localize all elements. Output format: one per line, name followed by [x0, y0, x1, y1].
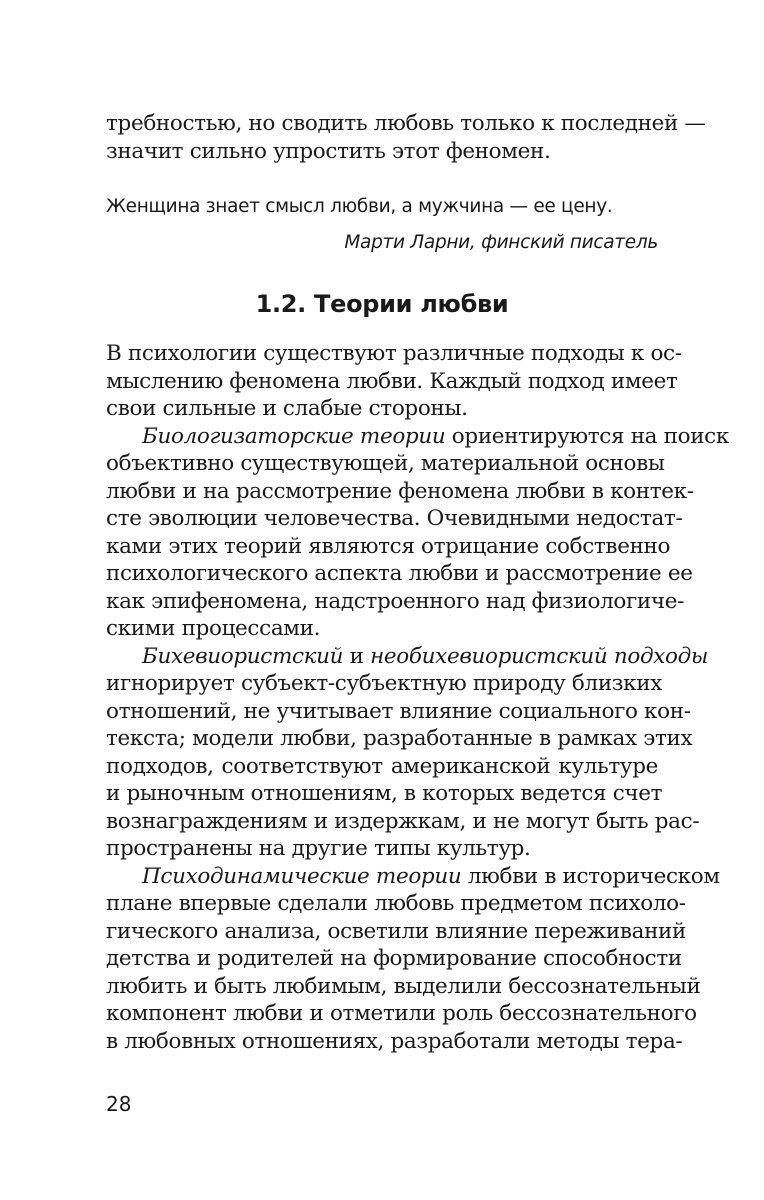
- section-body: [106, 340, 729, 1055]
- page-number: 28: [106, 1092, 132, 1116]
- text-span: ориентируются на поиск: [445, 423, 729, 449]
- term-italic: Биологизаторские теории: [142, 423, 446, 449]
- text-line: сте эволюции человечества. Очевидными недостат-: [106, 506, 683, 531]
- text-line: любить и быть любимым, выделили бессознательный: [106, 973, 701, 999]
- text-line: любви и на рассмотрение феномена любви в контек-: [106, 478, 694, 504]
- text-line: пространены на другие типы культур.: [106, 836, 531, 861]
- text-line: как эпифеномена, надстроенного над физиологиче-: [106, 588, 685, 614]
- text-line: компонент любви и отметили роль бессознательного: [106, 1001, 697, 1026]
- text-line: гического анализа, осветили влияние переживаний: [106, 918, 687, 944]
- text-line: вознаграждениям и издержкам, и не могут быть рас-: [106, 808, 700, 834]
- paragraph-psychodynamic: [106, 863, 720, 1056]
- text-line: требностью, но сводить любовь только к последней —: [106, 111, 706, 136]
- text-line: психологического аспекта любви и рассмотрение ее: [106, 561, 693, 586]
- text-line: плане впервые сделали любовь предметом психоло-: [106, 891, 686, 916]
- text-line: значит сильно упростить этот феномен.: [106, 138, 551, 164]
- text-line: [106, 863, 720, 891]
- text-line: ками этих теорий являются отрицание собственно: [106, 533, 671, 559]
- epigraph-attribution: Марти Ларни, финский писатель: [344, 232, 658, 253]
- epigraph-quote: Женщина знает смысл любви, а мужчина — ее цену.: [106, 196, 613, 217]
- text-line: В психологии существуют различные подходы к ос-: [106, 341, 682, 366]
- text-line: в любовных отношениях, разработали методы тера-: [106, 1028, 683, 1054]
- text-line: текста; модели любви, разработанные в рамках этих: [106, 726, 693, 751]
- text-line: [106, 643, 709, 671]
- text-line: скими процессами.: [106, 616, 321, 641]
- text-line: объективно существующей, материальной основы: [106, 451, 665, 476]
- term-italic: Психодинамические теории: [142, 863, 462, 889]
- text-line: и рыночным отношениям, в которых ведется счет: [106, 781, 663, 806]
- term-italic: Бихевиористский: [142, 643, 344, 669]
- paragraph-biological: [106, 423, 729, 643]
- text-line: [106, 423, 729, 451]
- text-line: отношений, не учитывает влияние социального кон-: [106, 698, 691, 724]
- text-line: мыслению феномена любви. Каждый подход имеет: [106, 368, 678, 394]
- paragraph-behaviorist: [106, 643, 709, 863]
- text-line: подходов, соответствуют американской культуре: [106, 753, 658, 779]
- term-italic: необихевиористский подходы: [370, 643, 709, 669]
- text-line: детства и родителей на формирование способности: [106, 946, 682, 971]
- text-span: и: [343, 643, 371, 669]
- paragraph-intro: [106, 340, 682, 423]
- text-span: любви в историческом: [461, 863, 720, 889]
- text-line: свои сильные и слабые стороны.: [106, 396, 468, 421]
- continued-paragraph: [106, 110, 706, 165]
- section-heading: 1.2. Теории любви: [255, 290, 509, 318]
- text-line: игнорирует субъект-субъектную природу близких: [106, 671, 663, 696]
